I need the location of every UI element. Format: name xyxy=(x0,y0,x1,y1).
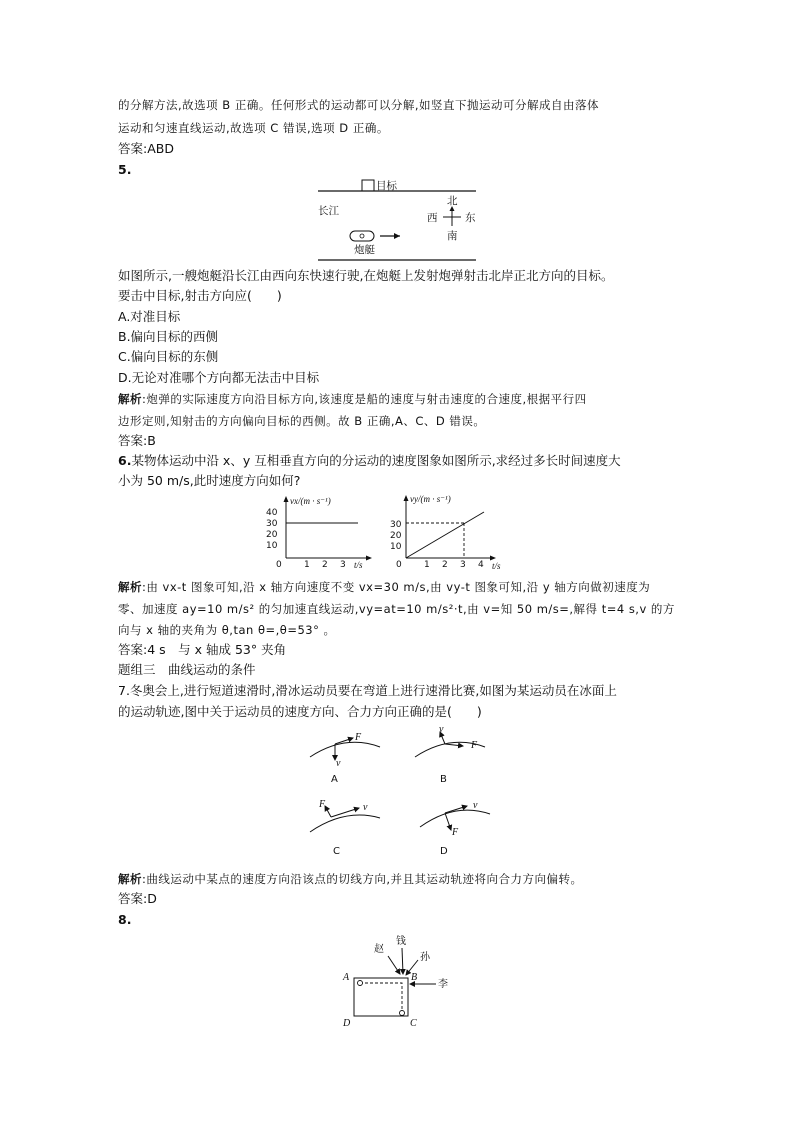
d-force-arrow xyxy=(445,813,451,830)
trajectory-d xyxy=(420,810,490,827)
option-b-label: B xyxy=(440,774,447,785)
q8-number: 8. xyxy=(118,912,132,927)
q7-answer: 答案:D xyxy=(118,891,157,906)
q7-stem-line2: 的运动轨迹,图中关于运动员的速度方向、合力方向正确的是( ) xyxy=(118,704,482,719)
vy-xtick-4: 4 xyxy=(478,560,484,570)
option-a-label: A xyxy=(331,774,338,785)
start-point xyxy=(358,981,363,986)
q5-option-b: B.偏向目标的西侧 xyxy=(118,329,219,344)
b-velocity-label: v xyxy=(439,724,444,735)
b-force-label: F xyxy=(471,740,478,751)
zhao-arrow xyxy=(388,956,400,974)
q5-option-c: C.偏向目标的东侧 xyxy=(118,349,219,364)
a-force-label: F xyxy=(355,732,362,743)
zhao-label: 赵 xyxy=(374,944,384,955)
vx-xtick-2: 2 xyxy=(322,560,328,570)
vy-x-axis-arrowhead xyxy=(490,556,496,561)
d-force-label: F xyxy=(452,827,459,838)
li-label: 李 xyxy=(438,979,448,990)
trajectory-a xyxy=(310,742,380,757)
q5-explanation-label: 解析 xyxy=(118,392,142,406)
q6-stem-line1: 6.某物体运动中沿 x、y 互相垂直方向的分运动的速度图象如图所示,求经过多长时间速度大 xyxy=(118,453,621,468)
q6-explanation-line3: 向与 x 轴的夹角为 θ,tan θ=,θ=53° 。 xyxy=(118,623,336,637)
vx-ylabel: vx/(m · s⁻¹) xyxy=(290,496,331,506)
vy-t-graph xyxy=(384,490,514,574)
vx-ytick-30: 30 xyxy=(266,519,278,529)
vy-ytick-20: 20 xyxy=(390,531,402,541)
q6-explanation-label: 解析 xyxy=(118,580,142,594)
vy-series-line xyxy=(406,512,484,558)
c-force-label: F xyxy=(319,799,326,810)
river-label: 长江 xyxy=(318,205,339,217)
vx-ytick-20: 20 xyxy=(266,530,278,540)
corner-c: C xyxy=(410,1018,417,1029)
corner-b: B xyxy=(411,972,418,983)
target-box xyxy=(362,180,374,191)
q5-option-d: D.无论对准哪个方向都无法击中目标 xyxy=(118,370,320,385)
compass-north: 北 xyxy=(447,195,458,207)
end-point xyxy=(400,1011,405,1016)
q7-explanation-label: 解析 xyxy=(118,872,142,886)
q5-option-a: A.对准目标 xyxy=(118,309,181,324)
q7-figure xyxy=(305,722,505,862)
q5-stem-line1: 如图所示,一艘炮艇沿长江由西向东快速行驶,在炮艇上发射炮弹射击北岸正北方向的目标。 xyxy=(118,268,614,283)
q5-explanation-line2: 边形定则,知射击的方向偏向目标的西侧。故 B 正确,A、C、D 错误。 xyxy=(118,414,486,428)
d-velocity-label: v xyxy=(473,800,478,811)
b-force-arrow xyxy=(445,744,463,746)
vx-xtick-1: 1 xyxy=(304,560,310,570)
c-force-arrow xyxy=(325,806,331,817)
d-velocity-arrow xyxy=(445,806,467,813)
a-velocity-label: v xyxy=(336,758,341,769)
vy-ytick-30: 30 xyxy=(390,520,402,530)
corner-a: A xyxy=(343,972,350,983)
compass-east: 东 xyxy=(465,212,476,224)
c-velocity-label: v xyxy=(363,802,368,813)
q4-explanation-line1: 的分解方法,故选项 B 正确。任何形式的运动都可以分解,如竖直下抛运动可分解成自由落体 xyxy=(118,98,600,112)
compass-west: 西 xyxy=(427,212,438,224)
vy-xlabel: t/s xyxy=(492,561,501,571)
corner-d: D xyxy=(343,1018,351,1029)
q5-figure xyxy=(310,176,490,266)
q7-stem-line1: 7.冬奥会上,进行短道速滑时,滑冰运动员要在弯道上进行速滑比赛,如图为某运动员在冰面上 xyxy=(118,683,617,698)
path-dashed xyxy=(360,983,402,1013)
vy-ylabel: vy/(m · s⁻¹) xyxy=(410,494,451,504)
q5-answer: 答案:B xyxy=(118,433,156,448)
option-c-label: C xyxy=(333,846,340,857)
option-d-label: D xyxy=(440,846,448,857)
target-label: 目标 xyxy=(376,180,397,192)
q4-answer: 答案:ABD xyxy=(118,141,174,156)
boat-shape xyxy=(350,231,374,241)
compass-south: 南 xyxy=(447,230,458,242)
vx-xlabel: t/s xyxy=(354,560,363,570)
q6-answer: 答案:4 s 与 x 轴成 53° 夹角 xyxy=(118,642,287,657)
vy-xtick-2: 2 xyxy=(442,560,448,570)
vy-y-axis-arrowhead xyxy=(404,495,409,501)
q6-explanation-line1: 解析:由 vx-t 图象可知,沿 x 轴方向速度不变 vx=30 m/s,由 vy-t 图象可知,沿 y 轴方向做初速度为 xyxy=(118,580,651,594)
q8-figure xyxy=(338,930,458,1030)
q6-explanation-line2: 零、加速度 ay=10 m/s² 的匀加速直线运动,vy=at=10 m/s²·t,由 v=知 50 m/s=,解得 t=4 s,v 的方 xyxy=(118,602,675,616)
boat-label: 炮艇 xyxy=(354,244,375,256)
trajectory-c xyxy=(310,815,380,832)
q7-explanation-line1: 解析:曲线运动中某点的速度方向沿该点的切线方向,并且其运动轨迹将向合力方向偏转。 xyxy=(118,872,583,886)
vx-y-axis-arrowhead xyxy=(284,496,289,502)
vx-ytick-10: 10 xyxy=(266,541,278,551)
vx-origin: 0 xyxy=(276,560,282,570)
q4-explanation-line2: 运动和匀速直线运动,故选项 C 错误,选项 D 正确。 xyxy=(118,121,389,135)
qian-arrow xyxy=(402,948,403,974)
vy-xtick-3: 3 xyxy=(460,560,466,570)
vy-ytick-10: 10 xyxy=(390,542,402,552)
vx-t-graph xyxy=(262,492,382,572)
vx-x-axis-arrowhead xyxy=(366,556,372,561)
q5-number: 5. xyxy=(118,162,132,177)
sun-label: 孙 xyxy=(420,952,430,963)
boat-gun xyxy=(360,234,364,238)
q5-explanation-line1: 解析:炮弹的实际速度方向沿目标方向,该速度是船的速度与射击速度的合速度,根据平行四 xyxy=(118,392,587,406)
boat-arrowhead xyxy=(394,233,400,239)
vy-origin: 0 xyxy=(396,560,402,570)
qian-label: 钱 xyxy=(396,936,406,947)
q5-stem-line2: 要击中目标,射击方向应( ) xyxy=(118,288,282,303)
group3-title: 题组三 曲线运动的条件 xyxy=(118,662,256,677)
vx-ytick-40: 40 xyxy=(266,508,278,518)
vy-xtick-1: 1 xyxy=(424,560,430,570)
q6-stem-line2: 小为 50 m/s,此时速度方向如何? xyxy=(118,473,301,488)
vx-xtick-3: 3 xyxy=(340,560,346,570)
